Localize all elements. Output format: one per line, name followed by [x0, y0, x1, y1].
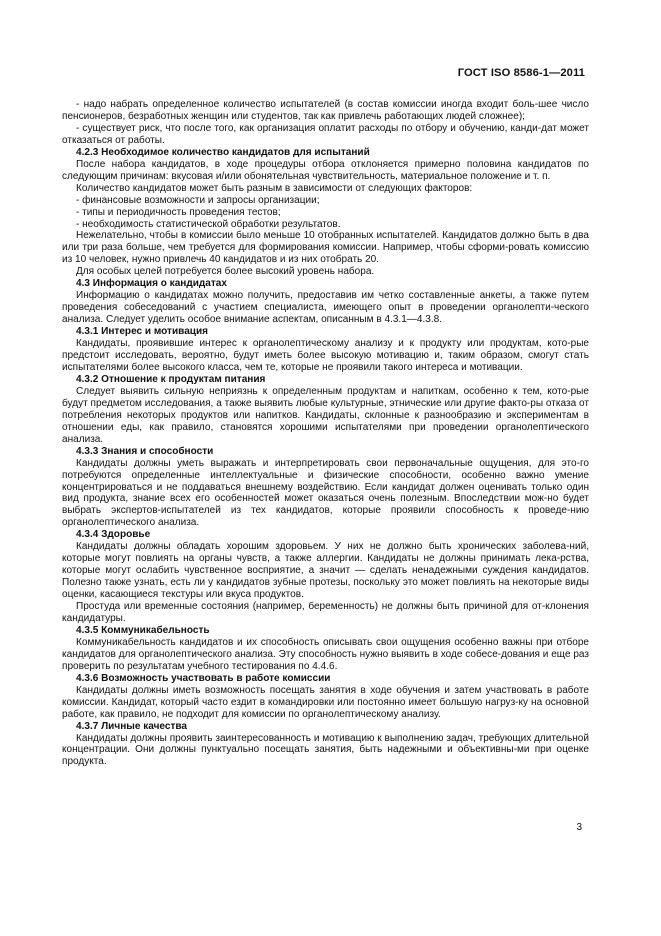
paragraph: - существует риск, что после того, как организация оплатит расходы по отбору и обучению, канди-дат может отказаться от работы.	[62, 122, 589, 146]
paragraph: После набора кандидатов, в ходе процедуры отбора отклоняется примерно половина кандидатов по следующим причинам: вкусовая и/или обонятельная чувствительность, материальное положение и т. п.	[62, 158, 589, 182]
section-heading: 4.3.1 Интерес и мотивация	[76, 326, 209, 338]
paragraph: Кандидаты должны обладать хорошим здоровьем. У них не должно быть хронических заболева-ний, которые могут повлиять на органы чувств, а также аллергии. Кандидаты не должны принимать лека-рства, которые могут ослабить чувственное восприятие, а значит — сделать ненадежными суждения кандидатов. Полезно также узнать, есть ли у кандидатов зубные протезы, поскольку это может повлиять на некоторые виды оценки, касающиеся текстуры или вкуса продуктов.	[62, 541, 589, 601]
document-header: ГОСТ ISO 8586-1—2011	[457, 67, 585, 79]
paragraph: Кандидаты должны проявить заинтересованность и мотивацию к выполнению задач, требующих длительной концентрации. Они должны пунктуально посещать занятия, быть надежными и объективны-ми при оценке продукта.	[62, 732, 589, 768]
paragraph: - необходимость статистической обработки результатов.	[76, 218, 341, 230]
section-heading: 4.3.3 Знания и способности	[76, 445, 214, 457]
section-heading: 4.2.3 Необходимое количество кандидатов для испытаний	[76, 146, 370, 158]
paragraph: - типы и периодичность проведения тестов;	[76, 206, 281, 218]
section-heading: 4.3.7 Личные качества	[76, 720, 188, 732]
section-heading: 4.3.6 Возможность участвовать в работе комиссии	[76, 672, 331, 684]
paragraph: Количество кандидатов может быть разным в зависимости от следующих факторов:	[76, 182, 473, 194]
paragraph: - финансовые возможности и запросы организации;	[76, 194, 320, 206]
paragraph: Коммуникабельность кандидатов и их способность описывать свои ощущения особенно важны при отборе кандидатов для органолептического анализа. Эту способность нужно выявить в ходе собесе-дования и еще раз проверить по результатам учебного тестирования по 4.4.6.	[62, 636, 589, 672]
section-heading: 4.3.4 Здоровье	[76, 529, 151, 541]
paragraph: Кандидаты должны иметь возможность посещать занятия в ходе обучения и затем участвовать в работе комиссии. Кандидат, который часто ездит в командировки или постоянно имеет большую нагруз-ку на основной работе, как правило, не подходит для комиссии по органолептическому анализу.	[62, 684, 589, 720]
paragraph: Кандидаты должны уметь выражать и интерпретировать свои первоначальные ощущения, для это-го потребуются определенные интеллектуальные и физические способности, особенно важно умение концентрироваться и не поддаваться внешнему воздействию. Если кандидат должен оценивать только один вид продукта, знание всех его особенностей может оказаться очень полезным. Впоследствии мож-но будет выбрать экспертов-испытателей из тех кандидатов, которые проявили способность к проведе-нию органолептического анализа.	[62, 457, 589, 529]
paragraph: - надо набрать определенное количество испытателей (в состав комиссии иногда входит боль-шее число пенсионеров, безработных женщин или студентов, так как привлечь работающих людей сложнее);	[62, 99, 589, 122]
paragraph: Кандидаты, проявившие интерес к органолептическому анализу и к продукту или продуктам, кото-рые предстоит исследовать, вероятно, будут иметь более высокую мотивацию и, таким образом, смогут стать испытателями более высокого класса, чем те, которые не проявили такого интереса и мотивации.	[62, 338, 589, 373]
section-heading: 4.3.2 Отношение к продуктам питания	[76, 373, 266, 385]
paragraph: Нежелательно, чтобы в комиссии было меньше 10 отобранных испытателей. Кандидатов должно быть в два или три раза больше, чем требуется для формирования комиссии. Например, чтобы сформи-ровать комиссию из 10 человек, нужно привлечь 40 кандидатов и из них отобрать 20.	[62, 230, 589, 266]
page-number: 3	[576, 822, 582, 833]
paragraph: Для особых целей потребуется более высокий уровень набора.	[76, 266, 375, 278]
paragraph: Простуда или временные состояния (например, беременность) не должны быть причиной для от-клонения кандидатуры.	[62, 601, 589, 624]
paragraph: Следует выявить сильную неприязнь к определенным продуктам и напиткам, особенно к тем, кото-рые будут предметом исследования, а также выявить любые культурные, этнические или другие факто-ры отказа от потребления некоторых продуктов или напитков. Кандидаты, склонные к разнообразию и экспериментам в отношении еды, как правило, становятся хорошими испытателями при проведении органолептического анализа.	[62, 385, 589, 445]
paragraph: Информацию о кандидатах можно получить, предоставив им четко составленные анкеты, а также путем проведения собеседований с участием специалиста, имеющего опыт в проведении органолепти-ческого анализа. Следует уделить особое внимание аспектам, описанным в 4.3.1—4.3.8.	[62, 290, 589, 326]
document-body	[62, 99, 589, 768]
section-heading: 4.3 Информация о кандидатах	[76, 278, 227, 290]
section-heading: 4.3.5 Коммуникабельность	[76, 624, 210, 636]
